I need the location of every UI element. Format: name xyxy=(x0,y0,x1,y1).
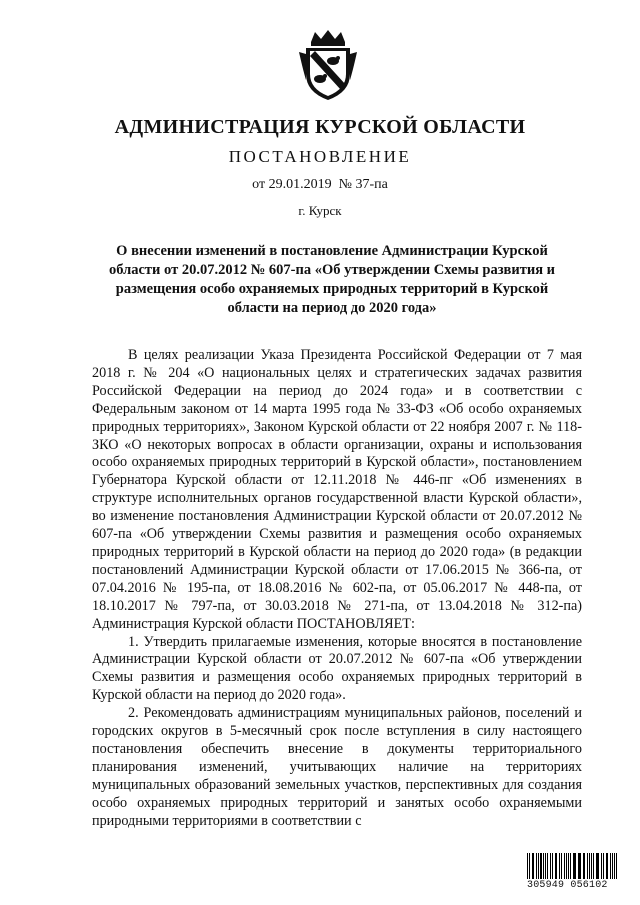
barcode-number: 305949 056102 xyxy=(527,880,608,891)
document-date-number: от 29.01.2019 № 37-па xyxy=(252,177,388,192)
paragraph-preamble: В целях реализации Указа Президента Российской Федерации от 7 мая 2018 г. № 204 «О национальных целях и стратегических задачах развития Российской Федерации на период до 2024 года» и в соответствии с Федеральным законом от 14 марта 1995 года № 33-ФЗ «Об особо охраняемых природных территориях», Законом Курской области от 22 ноября 2007 г. № 118-ЗКО «О некоторых вопросах в области организации, охраны и использования особо охраняемых природных территорий в Курской области», постановлением Губернатора Курской области от 12.11.2018 № 446-пг «Об изменениях в структуре исполнительных органов государственной власти Курской области», во изменение постановления Администрации Курской области от 20.07.2012 № 607-па «Об утверждении Схемы развития и размещения особо охраняемых природных территорий в Курской области на период до 2020 года» (в редакции постановлений Администрации Курской области от 17.06.2015 № 366-па, от 07.04.2016 № 195-па, от 18.08.2016 № 602-па, от 05.06.2017 № 448-па, от 18.10.2017 № 797-па, от 30.03.2018 № 271-па, от 13.04.2018 № 312-па) Администрация Курской области ПОСТАНОВЛЯЕТ: xyxy=(92,347,582,632)
kursk-coat-of-arms-icon xyxy=(297,30,359,102)
paragraph-item-1: 1. Утвердить прилагаемые изменения, которые вносятся в постановление Администрации Курской области от 20.07.2012 № 607-па «Об утверждении Схемы развития и размещения особо охраняемых природных территорий в Курской области на период до 2020 года». xyxy=(92,633,582,704)
document-title: О внесении изменений в постановление Администрации Курской области от 20.07.2012 № 607-па «Об утверждении Схемы развития и размещения особо охраняемых природных территорий в Курской области на период до 2020 года» xyxy=(108,243,556,316)
document-city: г. Курск xyxy=(298,203,342,218)
barcode-bars xyxy=(527,853,619,879)
document-type: ПОСТАНОВЛЕНИЕ xyxy=(228,147,412,166)
organization-name: АДМИНИСТРАЦИЯ КУРСКОЙ ОБЛАСТИ xyxy=(114,116,526,138)
document-body xyxy=(92,347,582,830)
barcode xyxy=(527,853,619,893)
paragraph-item-2: 2. Рекомендовать администрациям муниципальных районов, поселений и городских округов в 5-месячный срок после вступления в силу настоящего постановления обеспечить внесение в документы территориального планирования изменений, учитывающих наличие на территориях муниципальных образований земельных участков, перспективных для создания особо охраняемых природных территорий и занятых особо охраняемыми природными территориями в соответствии с xyxy=(92,705,582,829)
